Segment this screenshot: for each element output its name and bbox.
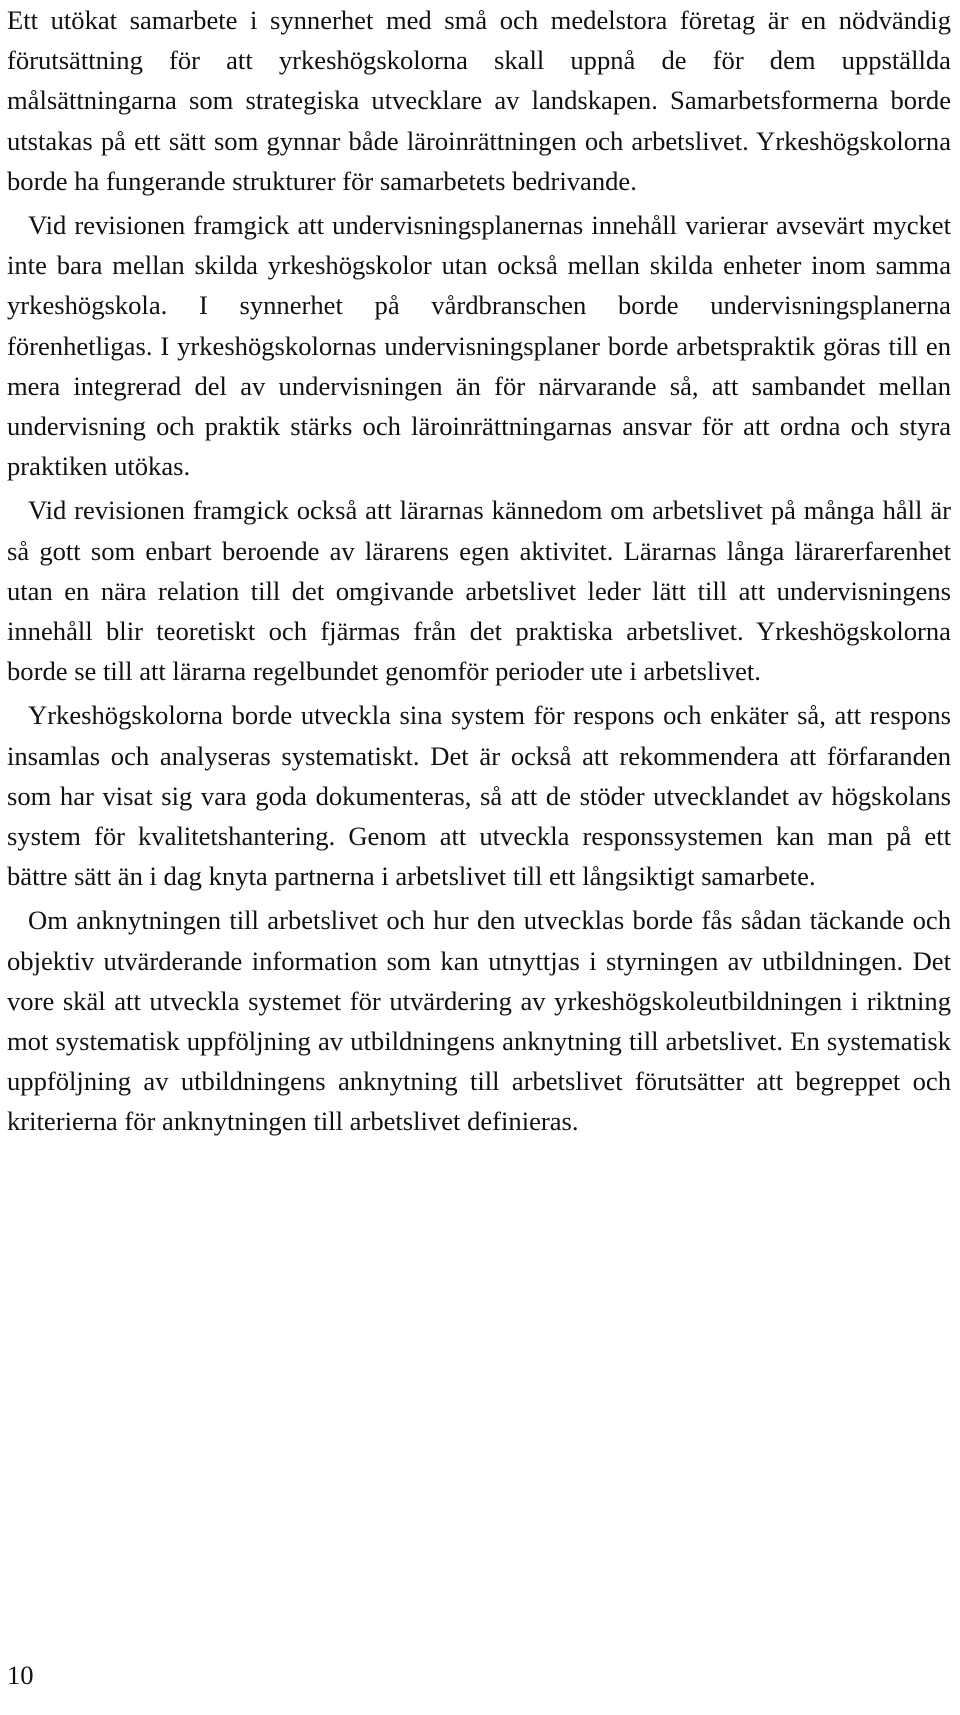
- page-number: 10: [7, 1660, 34, 1690]
- paragraph-3: Vid revisionen framgick också att lärarnas kännedom om arbetslivet på många håll är så gott som enbart beroende av lärarens egen aktivitet. Lärarnas långa lärarerfarenhet utan en nära relation till det omgivande arbetslivet leder lätt till att undervisningens innehåll blir teoretiskt och fjärmas från det praktiska arbetslivet. Yrkeshögskolorna borde se till att lärarna regelbundet genomför perioder ute i arbetslivet.: [7, 495, 951, 687]
- paragraph-4: Yrkeshögskolorna borde utveckla sina system för respons och enkäter så, att respons insamlas och analyseras systematiskt. Det är också att rekommendera att förfaranden som har visat sig vara goda dokumenteras, så att de stöder utvecklandet av högskolans system för kvalitetshantering. Genom att utveckla responssystemen kan man på ett bättre sätt än i dag knyta partnerna i arbetslivet till ett långsiktigt samarbete.: [7, 700, 951, 892]
- paragraph-1: Ett utökat samarbete i synnerhet med små och medelstora företag är en nödvändig förutsättning för att yrkeshögskolorna skall uppnå de för dem uppställda målsättningarna som strategiska utvecklare av landskapen. Samarbetsformerna borde utstakas på ett sätt som gynnar både läroinrättningen och arbetslivet. Yrkeshögskolorna borde ha fungerande strukturer för samarbetets bedrivande.: [7, 5, 951, 196]
- document-body: [7, 0, 951, 1146]
- paragraph-2: Vid revisionen framgick att undervisningsplanernas innehåll varierar avsevärt mycket inte bara mellan skilda yrkeshögskolor utan också mellan skilda enheter inom samma yrkeshögskola. I synnerhet på vårdbranschen borde undervisningsplanerna förenhetligas. I yrkeshögskolornas undervisningsplaner borde arbetspraktik göras till en mera integrerad del av undervisningen än för närvarande så, att sambandet mellan undervisning och praktik stärks och läroinrättningarnas ansvar för att ordna och styra praktiken utökas.: [7, 210, 951, 482]
- paragraph-5: Om anknytningen till arbetslivet och hur den utvecklas borde fås sådan täckande och objektiv utvärderande information som kan utnyttjas i styrningen av utbildningen. Det vore skäl att utveckla systemet för utvärdering av yrkeshögskoleutbildningen i riktning mot systematisk uppföljning av utbildningens anknytning till arbetslivet. En systematisk uppföljning av utbildningens anknytning till arbetslivet förutsätter att begreppet och kriterierna för anknytningen till arbetslivet definieras.: [7, 905, 951, 1137]
